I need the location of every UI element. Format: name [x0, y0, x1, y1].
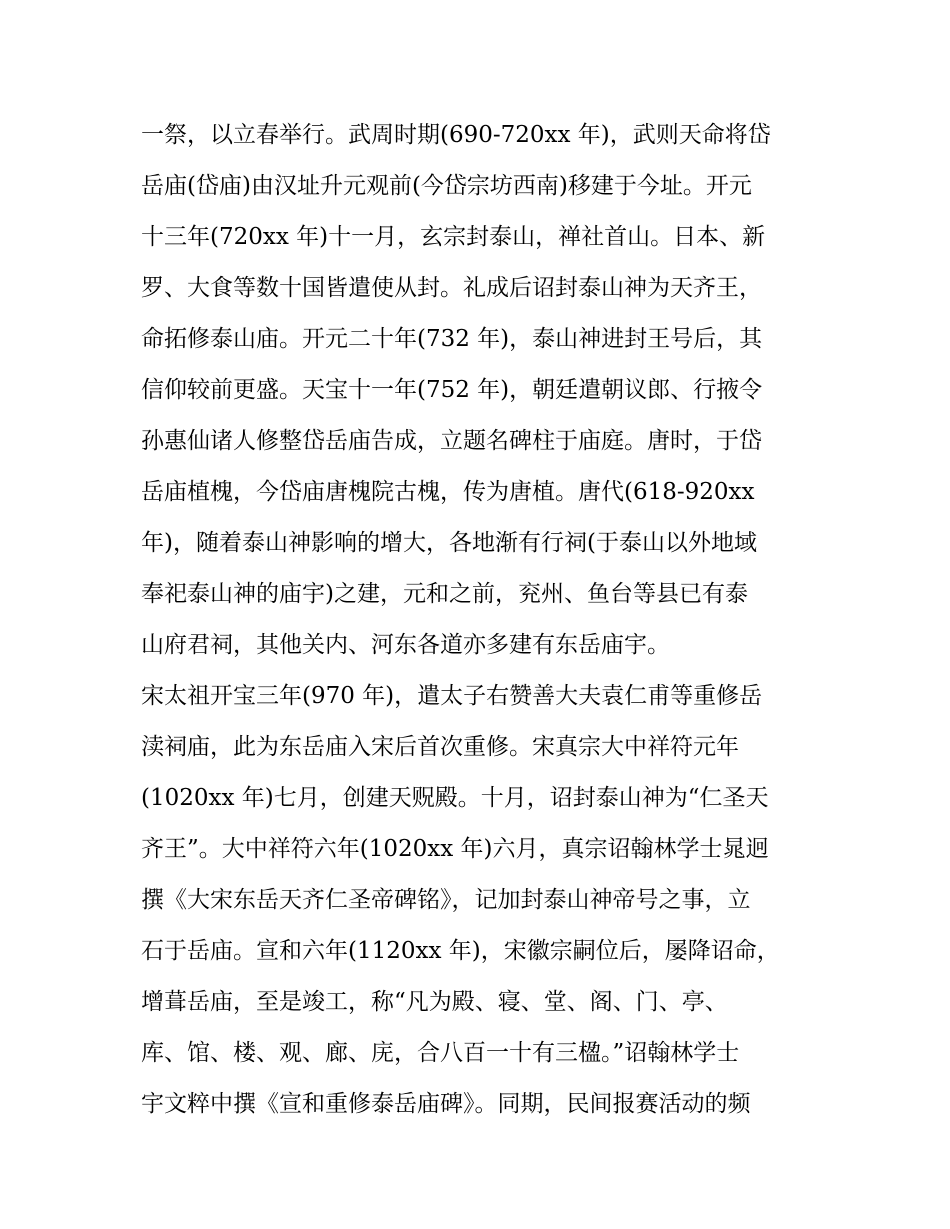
text-line: 孙惠仙诸人修整岱岳庙告成，立题名碑柱于庙庭。唐时，于岱 [141, 428, 762, 454]
text-line: 岳庙植槐，今岱庙唐槐院古槐，传为唐植。唐代(618-920xx [141, 479, 755, 505]
text-line: 罗、大食等数十国皆遣使从封。礼成后诏封泰山神为天齐王， [141, 275, 762, 301]
text-line: 增葺岳庙，至是竣工，称“凡为殿、寝、堂、阁、门、亭、 [141, 989, 728, 1015]
text-line: 撰《大宋东岳天齐仁圣帝碑铭》，记加封泰山神帝号之事，立 [141, 887, 751, 913]
text-line: 奉祀泰山神的庙宇)之建，元和之前，兖州、鱼台等县已有泰 [141, 581, 748, 607]
text-line: 信仰较前更盛。天宝十一年(752 年)，朝廷遣朝议郎、行掖令 [141, 377, 763, 403]
text-line: 库、馆、楼、观、廊、庑，合八百一十有三楹。”诏翰林学士 [141, 1040, 740, 1066]
text-line: 山府君祠，其他关内、河东各道亦多建有东岳庙宇。 [141, 632, 670, 658]
text-line: 年)，随着泰山神影响的增大，各地渐有行祠(于泰山以外地域 [141, 530, 757, 556]
text-line: 石于岳庙。宣和六年(1120xx 年)，宋徽宗嗣位后，屡降诏命， [141, 938, 780, 964]
text-line: 一祭，以立春举行。武周时期(690-720xx 年)，武则天命将岱 [141, 122, 771, 148]
body-text [141, 110, 821, 1130]
text-line: 十三年(720xx 年)十一月，玄宗封泰山，禅社首山。日本、新 [141, 224, 766, 250]
text-line: 渎祠庙，此为东岳庙入宋后首次重修。宋真宗大中祥符元年 [141, 734, 739, 760]
text-line: (1020xx 年)七月，创建天贶殿。十月，诏封泰山神为“仁圣天 [141, 785, 769, 811]
text-line: 宋太祖开宝三年(970 年)，遣太子右赞善大夫袁仁甫等重修岳 [141, 683, 763, 709]
text-line: 岳庙(岱庙)由汉址升元观前(今岱宗坊西南)移建于今址。开元 [141, 173, 752, 199]
text-line: 宇文粹中撰《宣和重修泰岳庙碑》。同期，民间报赛活动的频 [141, 1091, 751, 1117]
text-line: 命拓修泰山庙。开元二十年(732 年)，泰山神进封王号后，其 [141, 326, 763, 352]
text-line: 齐王”。大中祥符六年(1020xx 年)六月，真宗诏翰林学士晁迥 [141, 836, 769, 862]
